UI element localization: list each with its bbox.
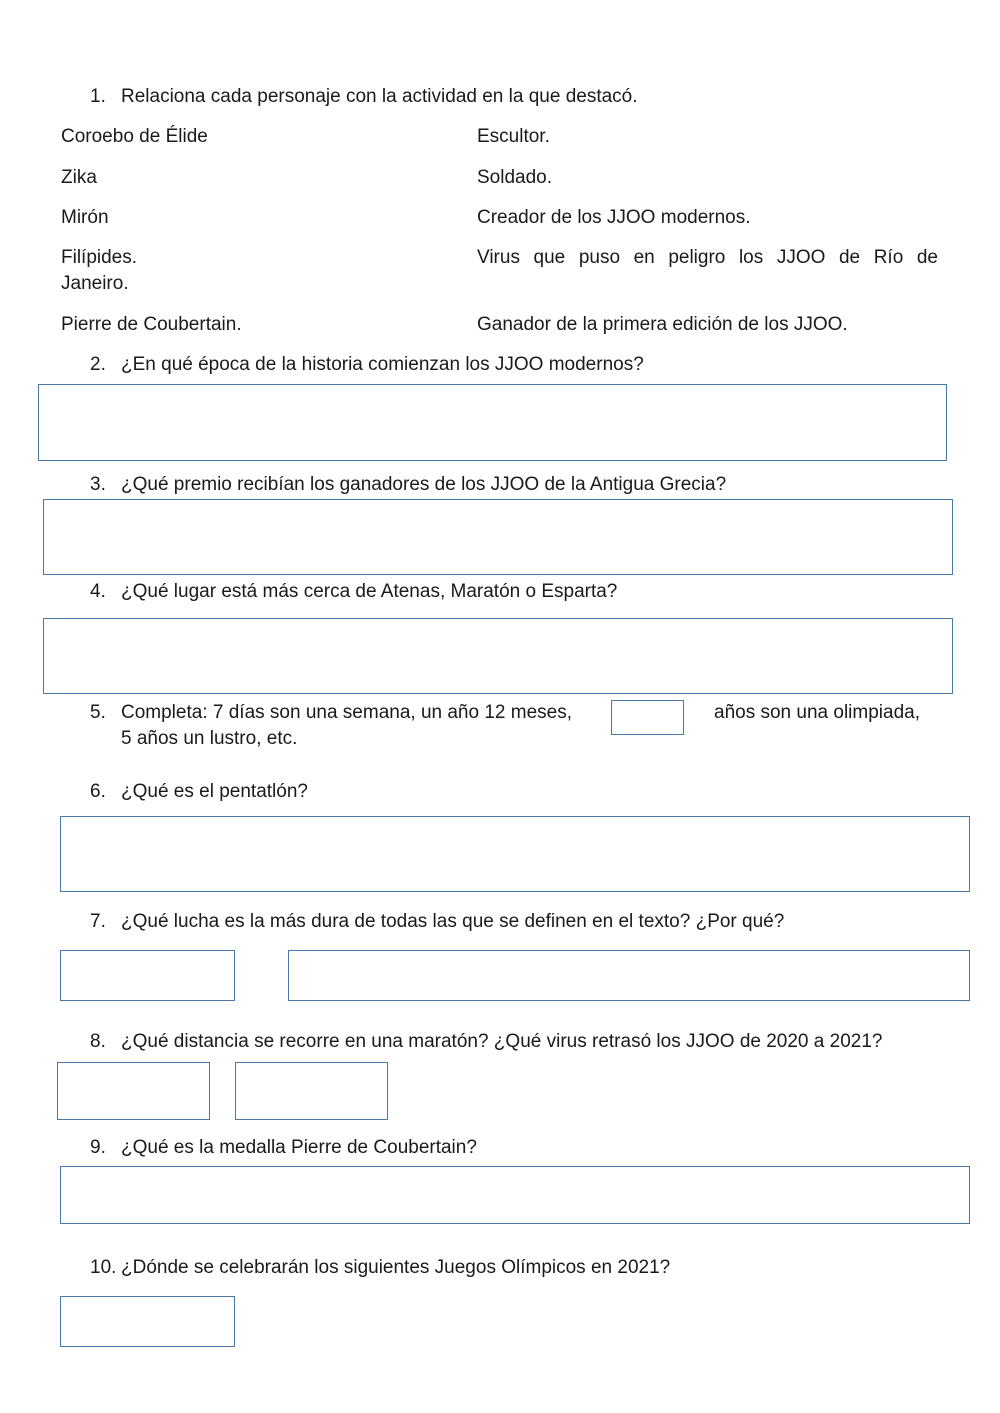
question-number: 9. [90,1137,106,1158]
person-miron[interactable]: Mirón [61,207,109,228]
answer-box-2[interactable] [38,384,947,461]
activity-virus-continuation: Janeiro. [61,273,129,294]
question-number: 2. [90,354,106,375]
question-text: ¿Qué distancia se recorre en una maratón? ¿Qué virus retrasó los JJOO de 2020 a 2021? [121,1031,883,1052]
activity-ganador[interactable]: Ganador de la primera edición de los JJOO. [477,314,848,335]
question-text: ¿Qué es el pentatlón? [121,781,308,802]
answer-box-4[interactable] [43,618,953,694]
person-filipides[interactable]: Filípides. [61,247,138,268]
question-text: Completa: 7 días son una semana, un año 12 meses, [121,702,572,723]
person-coubertain[interactable]: Pierre de Coubertain. [61,314,242,335]
answer-box-6[interactable] [60,816,970,892]
question-5-after: años son una olimpiada, [714,702,920,723]
answer-box-10[interactable] [60,1296,235,1347]
answer-box-5[interactable] [611,700,684,735]
question-text: ¿En qué época de la historia comienzan los JJOO modernos? [121,354,644,375]
question-text: Relaciona cada personaje con la actividad en la que destacó. [121,86,638,107]
question-number: 7. [90,911,106,932]
answer-box-7b[interactable] [288,950,970,1001]
question-number: 1. [90,86,106,107]
activity-escultor[interactable]: Escultor. [477,126,550,147]
activity-creador[interactable]: Creador de los JJOO modernos. [477,207,751,228]
activity-soldado[interactable]: Soldado. [477,167,553,188]
answer-box-7a[interactable] [60,950,235,1001]
question-number: 3. [90,474,106,495]
question-number: 5. [90,702,106,723]
answer-box-3[interactable] [43,499,953,575]
question-number: 4. [90,581,106,602]
activity-virus[interactable]: Virus que puso en peligro los JJOO de Río de [477,247,938,268]
question-5-line2: 5 años un lustro, etc. [121,728,298,749]
question-number: 6. [90,781,106,802]
answer-box-8a[interactable] [57,1062,210,1120]
question-text: ¿Qué premio recibían los ganadores de los JJOO de la Antigua Grecia? [121,474,727,495]
person-zika[interactable]: Zika [61,167,97,188]
question-text: ¿Qué es la medalla Pierre de Coubertain? [121,1137,477,1158]
question-text: ¿Dónde se celebrarán los siguientes Juegos Olímpicos en 2021? [121,1257,671,1278]
question-number: 10. [90,1257,117,1278]
question-text: ¿Qué lucha es la más dura de todas las que se definen en el texto? ¿Por qué? [121,911,785,932]
question-text: ¿Qué lugar está más cerca de Atenas, Maratón o Esparta? [121,581,618,602]
answer-box-8b[interactable] [235,1062,388,1120]
question-number: 8. [90,1031,106,1052]
person-coroebo[interactable]: Coroebo de Élide [61,126,208,147]
answer-box-9[interactable] [60,1166,970,1224]
